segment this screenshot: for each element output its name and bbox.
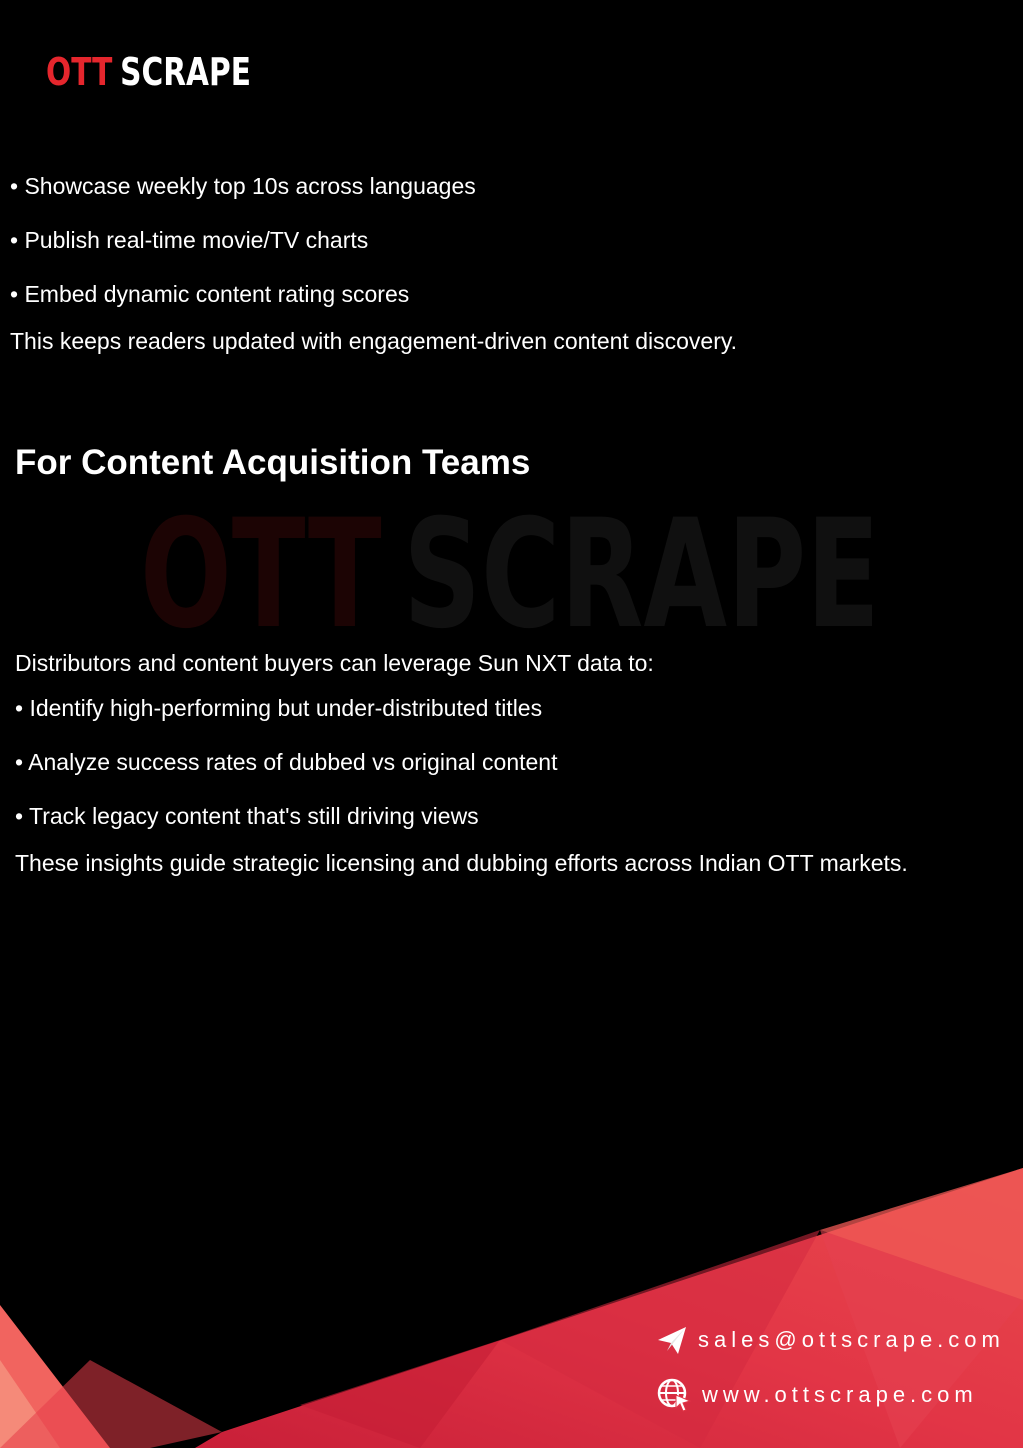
section2-heading: For Content Acquisition Teams: [15, 443, 531, 482]
section1-bullet-2: • Publish real-time movie/TV charts: [10, 227, 369, 253]
section2-bullet-2: • Analyze success rates of dubbed vs original content: [15, 749, 558, 775]
footer-website[interactable]: [656, 1377, 978, 1413]
watermark-scrape-text: SCRAPE: [403, 488, 880, 662]
footer-website-text[interactable]: www.ottscrape.com: [702, 1382, 978, 1407]
section1-bullet-3: • Embed dynamic content rating scores: [10, 281, 410, 307]
section1-bullet-1: • Showcase weekly top 10s across languages: [10, 173, 476, 199]
logo-ott-text: OTT: [46, 50, 113, 94]
globe-cursor-icon: [656, 1377, 692, 1413]
section2-bullet-1: • Identify high-performing but under-distributed titles: [15, 695, 543, 721]
footer-email[interactable]: [656, 1324, 1005, 1356]
section2-intro-text: Distributors and content buyers can leverage Sun NXT data to:: [15, 650, 654, 676]
section2-bullet-3: • Track legacy content that's still driving views: [15, 803, 479, 829]
footer-email-text[interactable]: sales@ottscrape.com: [698, 1327, 1005, 1352]
watermark-ott-text: OTT: [140, 488, 382, 662]
logo-scrape-text: SCRAPE: [120, 50, 251, 94]
section1-closing-text: This keeps readers updated with engagement-driven content discovery.: [10, 328, 738, 354]
paper-plane-icon: [656, 1324, 688, 1356]
section2-closing-text: These insights guide strategic licensing and dubbing efforts across Indian OTT markets.: [15, 850, 908, 876]
